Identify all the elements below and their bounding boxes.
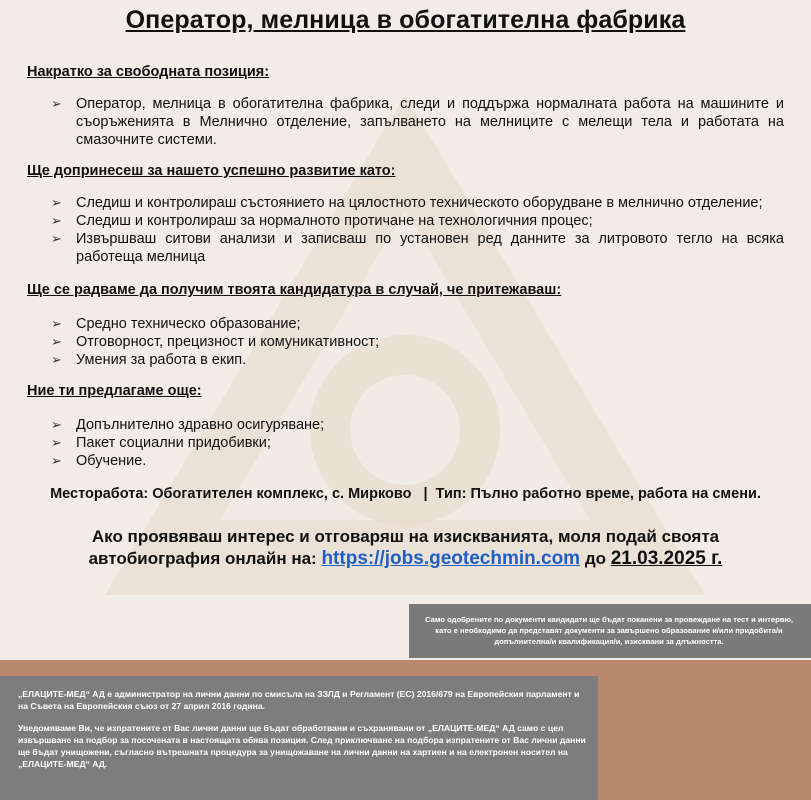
arrow-bullet-icon: ➢ bbox=[51, 334, 62, 349]
arrow-bullet-icon: ➢ bbox=[51, 231, 62, 246]
privacy-paragraph-1: „ЕЛАЦИТЕ-МЕД“ АД е администратор на лични данни по смисъла на ЗЗЛД и Регламент (ЕС) 2016/679 на Европейския парламент и на Съвета на Европейския съюз от 27 април 2016 година. bbox=[18, 689, 580, 711]
interview-note: Само одобрените по документи кандидати ще бъдат поканени за провеждане на тест и интервю, като е необходимо да представят документи за завършено образование и/или придобита/и допълнителна/и квалификация/и, изисквани за длъжността. bbox=[425, 615, 793, 646]
page-title: Оператор, мелница в обогатителна фабрика bbox=[125, 6, 686, 34]
list-item: ➢ Оператор, мелница в обогатителна фабрика, следи и поддържа нормалната работа на машините и съоръженията в Мелнично отделение, запълването на мелниците с мелещи тела и работата на смазочните системи. bbox=[51, 96, 784, 148]
list-item: ➢ Средно техническо образование; bbox=[51, 316, 301, 332]
call-to-action bbox=[0, 526, 811, 570]
list-item: ➢ Обучение. bbox=[51, 453, 147, 469]
section-heading-overview: Накратко за свободната позиция: bbox=[27, 64, 270, 80]
cta-line-2: автобиография онлайн на: https://jobs.geotechmin.com до 21.03.2025 г. bbox=[88, 548, 723, 569]
cta-line-1: Ако проявяваш интерес и отговаряш на изискванията, моля подай своята bbox=[91, 527, 720, 546]
list-item: ➢ Допълнително здравно осигуряване; bbox=[51, 417, 325, 433]
list-item: ➢ Умения за работа в екип. bbox=[51, 352, 247, 368]
arrow-bullet-icon: ➢ bbox=[51, 195, 62, 210]
list-item: ➢ Пакет социални придобивки; bbox=[51, 435, 271, 451]
arrow-bullet-icon: ➢ bbox=[51, 96, 62, 111]
list-item: ➢ Отговорност, прецизност и комуникативност; bbox=[51, 334, 380, 350]
list-item: ➢ Извършваш ситови анализи и записваш по установен ред данните за литровото тегло на всяка работеща мелница bbox=[51, 231, 784, 265]
application-deadline: 21.03.2025 г. bbox=[610, 548, 723, 569]
location-and-type: Месторабота: Обогатителен комплекс, с. Мирково | Тип: Пълно работно време, работа на смени. bbox=[50, 486, 761, 502]
arrow-bullet-icon: ➢ bbox=[51, 352, 62, 367]
interview-note-box bbox=[409, 604, 811, 658]
list-item: ➢ Следиш и контролираш за нормалното протичане на технологичния процес; bbox=[51, 213, 593, 229]
list-item: ➢ Следиш и контролираш състоянието на цялостното техническото оборудване в мелнично отделение; bbox=[51, 195, 763, 211]
arrow-bullet-icon: ➢ bbox=[51, 213, 62, 228]
benefits-list bbox=[51, 416, 784, 470]
overview-list bbox=[51, 95, 784, 149]
privacy-notice bbox=[18, 688, 588, 780]
privacy-paragraph-2: Уведомяваме Ви, че изпратените от Вас лични данни ще бъдат обработвани и съхранявани от „ЕЛАЦИТЕ-МЕД“ АД само с цел извършване на подбор за посочената в настоящата обява позиция. След приключване на подбора изпратените от Вас лични данни ще бъдат унищожени, съгласно вътрешната процедура за унищожаване на лични данни на хартиен и на електронен носител на „ЕЛАЦИТЕ-МЕД“ АД. bbox=[18, 723, 586, 769]
responsibilities-list bbox=[51, 194, 784, 266]
arrow-bullet-icon: ➢ bbox=[51, 435, 62, 450]
arrow-bullet-icon: ➢ bbox=[51, 316, 62, 331]
jobs-portal-link[interactable]: https://jobs.geotechmin.com bbox=[321, 548, 581, 569]
requirements-list bbox=[51, 315, 784, 369]
section-heading-responsibilities: Ще допринесеш за нашето успешно развитие като: bbox=[27, 163, 396, 179]
arrow-bullet-icon: ➢ bbox=[51, 453, 62, 468]
arrow-bullet-icon: ➢ bbox=[51, 417, 62, 432]
section-heading-requirements: Ще се радваме да получим твоята кандидатура в случай, че притежаваш: bbox=[27, 282, 562, 298]
section-heading-benefits: Ние ти предлагаме още: bbox=[27, 383, 202, 399]
